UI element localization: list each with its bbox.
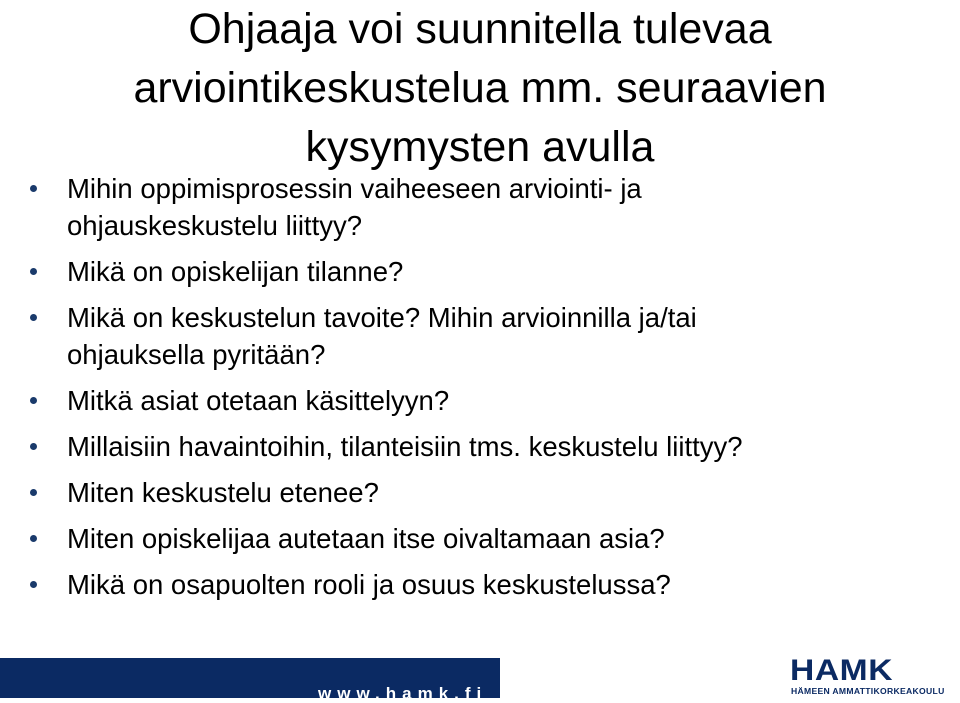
bullet-item xyxy=(0,253,957,290)
logo-subtitle: HÄMEEN AMMATTIKORKEAKOULU xyxy=(791,686,945,696)
bullet-icon xyxy=(30,268,37,275)
title-line: arviointikeskustelua mm. seuraavien xyxy=(133,64,827,112)
bullet-icon xyxy=(30,443,37,450)
bullet-text: Miten opiskelijaa autetaan itse oivaltamaan asia? xyxy=(67,523,665,554)
bullet-icon xyxy=(30,185,37,192)
title-line: Ohjaaja voi suunnitella tulevaa xyxy=(188,5,772,53)
bullet-icon xyxy=(30,314,37,321)
bullet-item xyxy=(0,382,957,419)
bullet-icon xyxy=(30,535,37,542)
title-line: kysymysten avulla xyxy=(305,123,655,171)
hamk-logo xyxy=(790,656,950,698)
bullet-icon xyxy=(30,397,37,404)
bullet-list xyxy=(0,170,960,612)
bullet-item xyxy=(0,566,957,603)
bullet-text: Mikä on opiskelijan tilanne? xyxy=(67,256,404,287)
bullet-text: Mihin oppimisprosessin vaiheeseen arviointi- ja xyxy=(67,173,642,204)
bullet-text: Mikä on osapuolten rooli ja osuus keskustelussa? xyxy=(67,569,671,600)
slide-title xyxy=(0,0,960,177)
bullet-text: Miten keskustelu etenee? xyxy=(67,477,379,508)
bullet-icon xyxy=(30,489,37,496)
logo-wordmark: HAMK xyxy=(790,654,894,687)
bullet-text: Millaisiin havaintoihin, tilanteisiin tms. keskustelu liittyy? xyxy=(67,431,743,462)
bullet-icon xyxy=(30,581,37,588)
bullet-text: Mikä on keskustelun tavoite? Mihin arvioinnilla ja/tai xyxy=(67,302,697,333)
bullet-item xyxy=(0,520,957,557)
bullet-item xyxy=(0,299,957,373)
bullet-item xyxy=(0,170,957,244)
footer-url[interactable]: www.hamk.fi xyxy=(318,684,488,703)
bullet-item xyxy=(0,428,957,465)
bullet-text: Mitkä asiat otetaan käsittelyyn? xyxy=(67,385,450,416)
bullet-item xyxy=(0,474,957,511)
bullet-text: ohjauskeskustelu liittyy? xyxy=(67,210,363,241)
bullet-text: ohjauksella pyritään? xyxy=(67,339,326,370)
